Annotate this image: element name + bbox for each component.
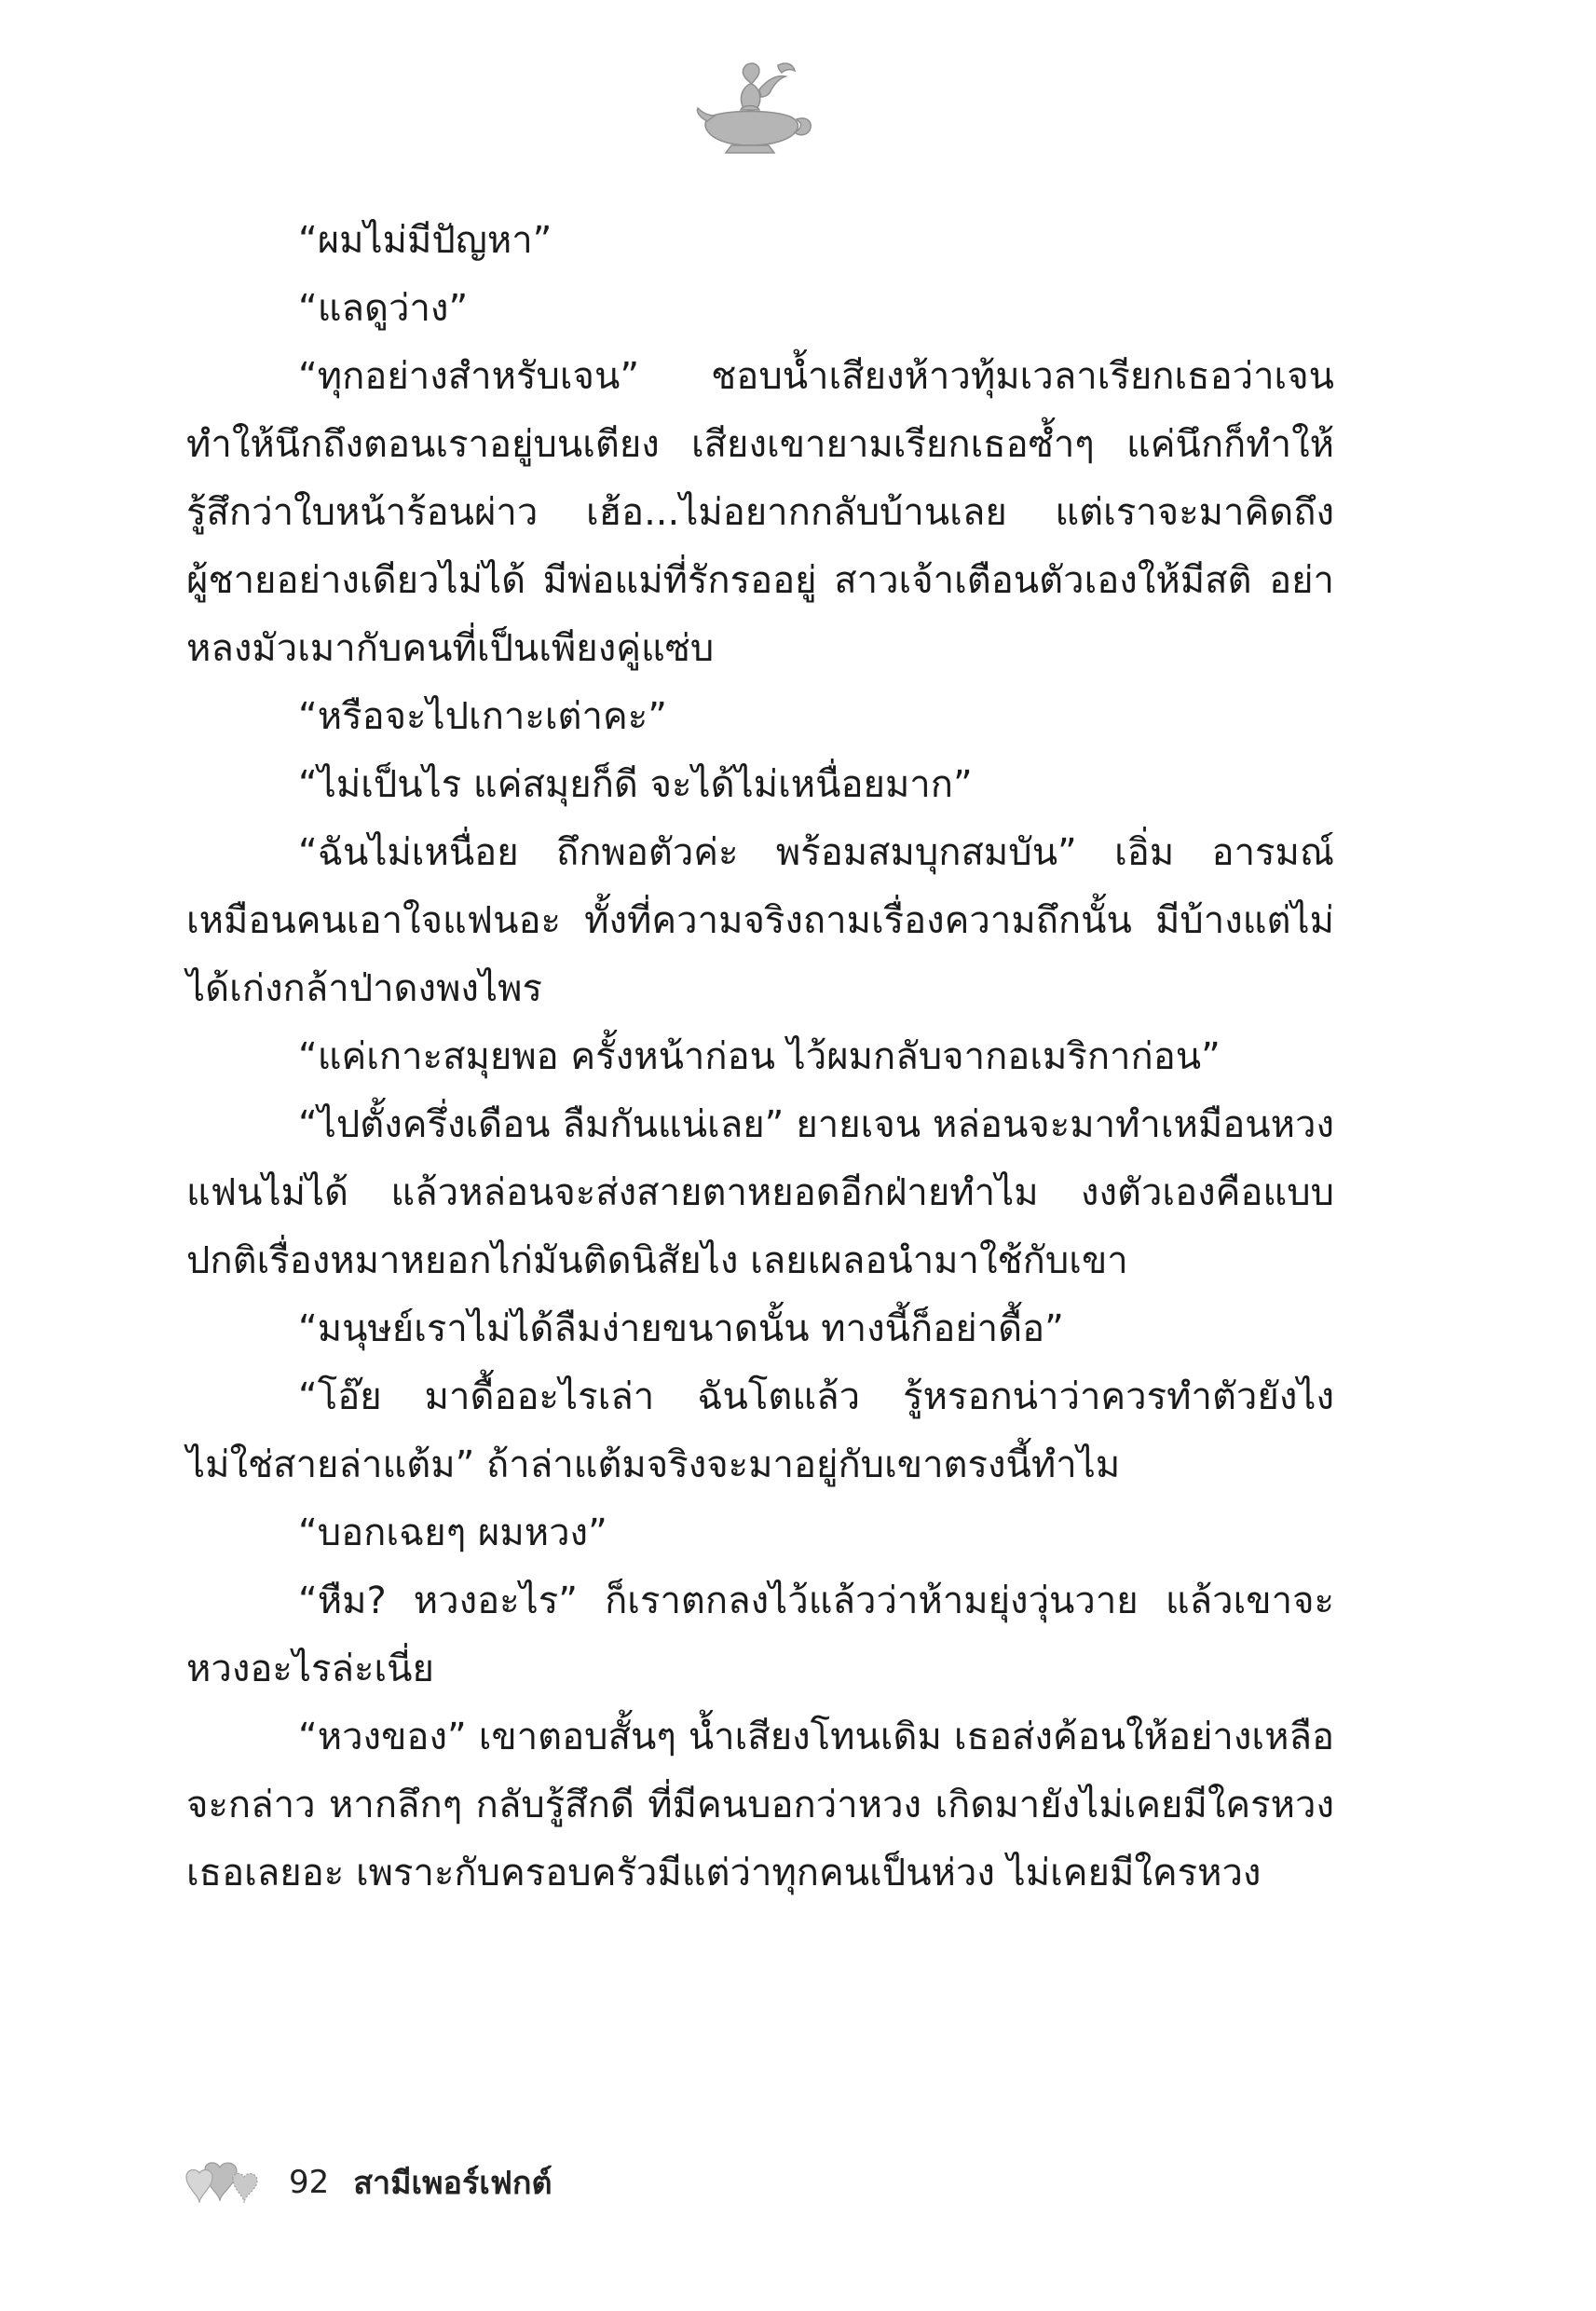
- paragraph: “ทุกอย่างสำหรับเจน” ชอบน้ำเสียงห้าวทุ้มเวลาเรียกเธอว่าเจน ทำให้นึกถึงตอนเราอยู่บนเตียง เสียงเขายามเรียกเธอซ้ำๆ แค่นึกก็ทำให้รู้สึกว่าใบหน้าร้อนผ่าว เฮ้อ...ไม่อยากกลับบ้านเลย แต่เราจะมาคิดถึงผู้ชายอย่างเดียวไม่ได้ มีพ่อแม่ที่รักรออยู่ สาวเจ้าเตือนตัวเองให้มีสติ อย่าหลงมัวเมากับคนที่เป็นเพียงคู่แซ่บ: [186, 355, 1334, 670]
- paragraph: “ผมไม่มีปัญหา”: [298, 219, 552, 262]
- paragraph: “ไปตั้งครึ่งเดือน ลืมกันแน่เลย” ยายเจน หล่อนจะมาทำเหมือนหวงแฟนไม่ได้ แล้วหล่อนจะส่งสายตาหยอดอีกฝ่ายทำไม งงตัวเองคือแบบปกติเรื่องหมาหยอกไก่มันติดนิสัยไง เลยเผลอนำมาใช้กับเขา: [186, 1103, 1334, 1282]
- paragraph: “ไม่เป็นไร แค่สมุยก็ดี จะได้ไม่เหนื่อยมาก”: [298, 763, 973, 806]
- paragraph: “แค่เกาะสมุยพอ ครั้งหน้าก่อน ไว้ผมกลับจากอเมริกาก่อน”: [298, 1035, 1221, 1078]
- paragraph: “หืม? หวงอะไร” ก็เราตกลงไว้แล้วว่าห้ามยุ่งวุ่นวาย แล้วเขาจะหวงอะไรล่ะเนี่ย: [186, 1579, 1334, 1690]
- paragraph: “หรือจะไปเกาะเต่าคะ”: [298, 695, 667, 738]
- book-title: สามีเพอร์เฟกต์: [353, 2165, 552, 2202]
- paragraph: “บอกเฉยๆ ผมหวง”: [298, 1511, 607, 1554]
- genie-lamp-icon: [694, 56, 815, 158]
- paragraph: “มนุษย์เราไม่ได้ลืมง่ายขนาดนั้น ทางนี้ก็อย่าดื้อ”: [298, 1307, 1064, 1350]
- paragraph: “โอ๊ย มาดื้ออะไรเล่า ฉันโตแล้ว รู้หรอกน่าว่าควรทำตัวยังไง ไม่ใช่สายล่าแต้ม” ถ้าล่าแต้มจริงจะมาอยู่กับเขาตรงนี้ทำไม: [186, 1375, 1334, 1486]
- paragraph: “หวงของ” เขาตอบสั้นๆ น้ำเสียงโทนเดิม เธอส่งค้อนให้อย่างเหลือจะกล่าว หากลึกๆ กลับรู้สึกดี ที่มีคนบอกว่าหวง เกิดมายังไม่เคยมีใครหวงเธอเลยอะ เพราะกับครอบครัวมีแต่ว่าทุกคนเป็นห่วง ไม่เคยมีใครหวง: [186, 1716, 1334, 1894]
- page-number: 92: [289, 2164, 330, 2201]
- page-footer: [183, 2154, 552, 2210]
- hearts-icon: [183, 2156, 266, 2208]
- paragraph: “แลดูว่าง”: [298, 287, 469, 330]
- paragraph: “ฉันไม่เหนื่อย ถึกพอตัวค่ะ พร้อมสมบุกสมบัน” เอิ่ม อารมณ์เหมือนคนเอาใจแฟนอะ ทั้งที่ความจริงถามเรื่องความถึกนั้น มีบ้างแต่ไม่ได้เก่งกล้าป่าดงพงไพร: [186, 831, 1334, 1010]
- chapter-text: [186, 207, 1334, 1908]
